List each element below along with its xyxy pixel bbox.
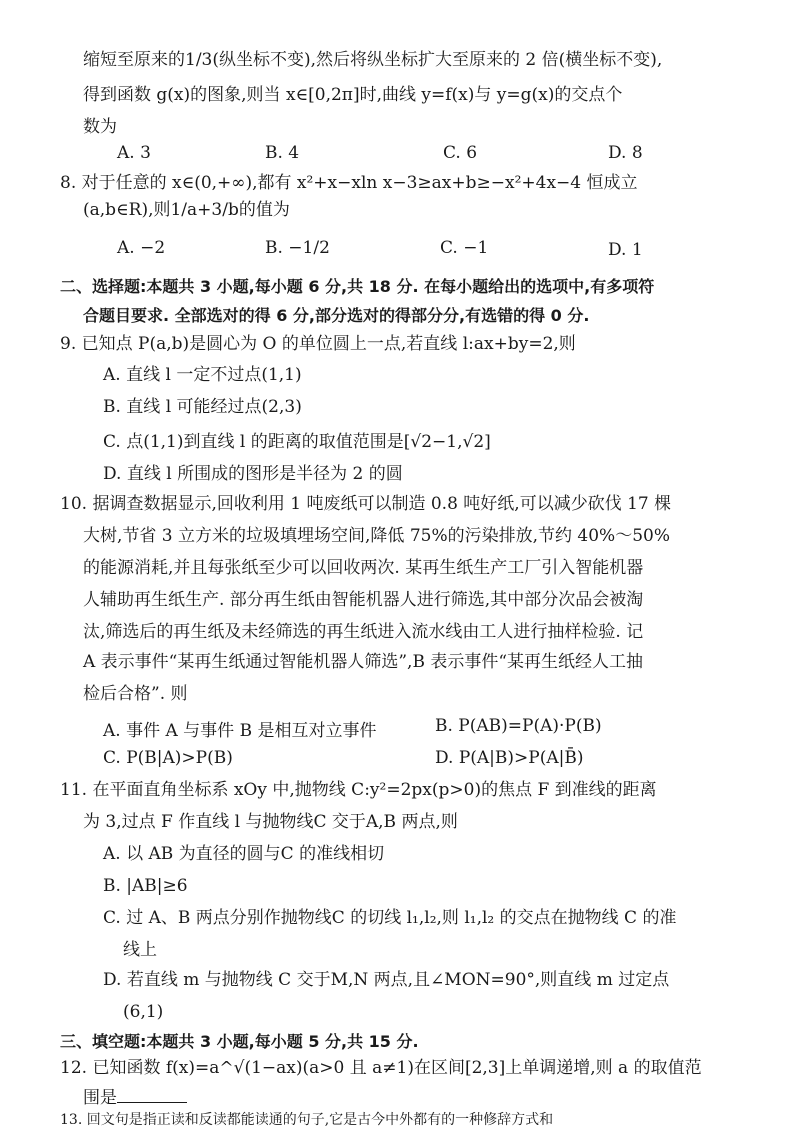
q8-line-2: (a,b∈R),则1/a+3/b的值为 [83,200,290,220]
q10-option-d: D. P(A|B)>P(A|B̄) [435,748,584,768]
q7-option-b: B. 4 [265,143,300,163]
q7-line-1: 缩短至原来的1/3(纵坐标不变),然后将纵坐标扩大至原来的 2 倍(横坐标不变), [83,50,663,70]
q10-line-6: A 表示事件“某再生纸通过智能机器人筛选”,B 表示事件“某再生纸经人工抽 [83,652,644,672]
q9-option-d: D. 直线 l 所围成的图形是半径为 2 的圆 [103,464,403,484]
q10-option-a: A. 事件 A 与事件 B 是相互对立事件 [103,721,377,741]
q7-option-d: D. 8 [608,143,643,163]
q9-option-c: C. 点(1,1)到直线 l 的距离的取值范围是[√2−1,√2] [103,432,491,452]
q7-line-3: 数为 [83,117,117,137]
q7-option-a: A. 3 [117,143,151,163]
q10-line-3: 的能源消耗,并且每张纸至少可以回收两次. 某再生纸生产工厂引入智能机器 [83,558,644,578]
q8-option-c: C. −1 [440,238,489,258]
q11-option-a: A. 以 AB 为直径的圆与C 的准线相切 [103,844,385,864]
q10-option-c: C. P(B|A)>P(B) [103,748,233,768]
q8-line-1: 8. 对于任意的 x∈(0,+∞),都有 x²+x−xln x−3≥ax+b≥−x²+4x−4 恒成立 [60,173,638,193]
q7-line-2: 得到函数 g(x)的图象,则当 x∈[0,2π]时,曲线 y=f(x)与 y=g(x)的交点个 [83,85,623,105]
q11-option-d-line-1: D. 若直线 m 与抛物线 C 交于M,N 两点,且∠MON=90°,则直线 m 过定点 [103,970,670,990]
q10-option-b: B. P(AB)=P(A)·P(B) [435,716,602,736]
q12-line-2 [83,1088,187,1108]
q10-line-5: 汰,筛选后的再生纸及未经筛选的再生纸进入流水线由工人进行抽样检验. 记 [83,622,644,642]
q11-line-1: 11. 在平面直角坐标系 xOy 中,抛物线 C:y²=2px(p>0)的焦点 F 到准线的距离 [60,780,657,800]
q10-line-2: 大树,节省 3 立方米的垃圾填埋场空间,降低 75%的污染排放,节约 40%～50% [83,526,670,546]
q10-line-7: 检后合格”. 则 [83,684,188,704]
q8-option-d: D. 1 [608,240,643,260]
q12-answer-blank [117,1088,187,1103]
q11-option-b: B. |AB|≥6 [103,876,188,896]
q11-option-c-line-2: 线上 [123,940,157,960]
q11-option-d-line-2: (6,1) [123,1002,164,1022]
q9-stem: 9. 已知点 P(a,b)是圆心为 O 的单位圆上一点,若直线 l:ax+by=2,则 [60,334,576,354]
q8-option-b: B. −1/2 [265,238,330,258]
q9-option-a: A. 直线 l 一定不过点(1,1) [103,365,302,385]
section-3-heading: 三、填空题:本题共 3 小题,每小题 5 分,共 15 分. [60,1032,419,1051]
section-2-heading-line-2: 合题目要求. 全部选对的得 6 分,部分选对的得部分分,有选错的得 0 分. [83,306,590,325]
q7-option-c: C. 6 [443,143,478,163]
q11-line-2: 为 3,过点 F 作直线 l 与抛物线C 交于A,B 两点,则 [83,812,458,832]
q12-line-2-text: 围是 [83,1088,117,1108]
q8-option-a: A. −2 [117,238,166,258]
q12-line-1: 12. 已知函数 f(x)=a^√(1−ax)(a>0 且 a≠1)在区间[2,3]上单调递增,则 a 的取值范 [60,1058,702,1078]
q13-line-1: 13. 回文句是指正读和反读都能读通的句子,它是古今中外都有的一种修辞方式和 [60,1112,554,1128]
section-2-heading-line-1: 二、选择题:本题共 3 小题,每小题 6 分,共 18 分. 在每小题给出的选项中,有多项符 [60,277,655,296]
q10-line-1: 10. 据调查数据显示,回收利用 1 吨废纸可以制造 0.8 吨好纸,可以减少砍伐 17 棵 [60,494,672,514]
q11-option-c-line-1: C. 过 A、B 两点分别作抛物线C 的切线 l₁,l₂,则 l₁,l₂ 的交点在抛物线 C 的准 [103,908,677,928]
q9-option-b: B. 直线 l 可能经过点(2,3) [103,397,302,417]
q10-line-4: 人辅助再生纸生产. 部分再生纸由智能机器人进行筛选,其中部分次品会被淘 [83,590,644,610]
